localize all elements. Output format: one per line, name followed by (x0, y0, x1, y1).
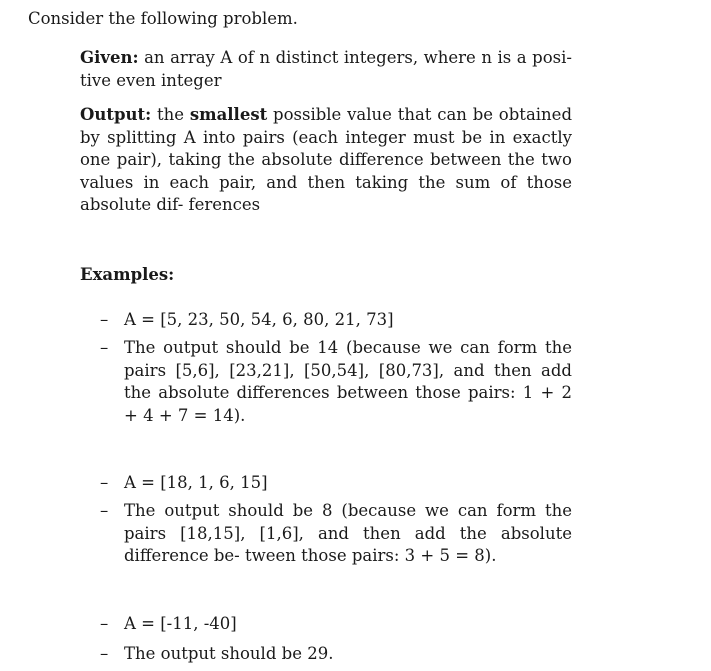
example-3-input-item (100, 613, 572, 636)
example-3-output-item (100, 643, 572, 666)
example-2-input-item (100, 472, 572, 495)
output-label: Output: (80, 105, 152, 124)
example-1-input-item (100, 309, 572, 332)
example-1-output: The output should be 14 (because we can form the pairs [5,6], [23,21], [50,54], [80,73], and then add the absolute differences between those pairs: 1 + 2 + 4 + 7 = 14). (124, 338, 572, 425)
example-1-output-item (100, 337, 572, 427)
output-emphasis: smallest (189, 105, 268, 124)
example-3-input: A = [-11, -40] (124, 614, 237, 633)
given-label: Given: (80, 48, 139, 67)
list-dash: – (100, 644, 109, 663)
list-dash: – (100, 338, 109, 357)
example-2-input: A = [18, 1, 6, 15] (124, 473, 268, 492)
list-dash: – (100, 614, 109, 633)
output-text-after: possible value that can be obtained by splitting A into pairs (each integer must be in exactly one pair), taking the absolute difference between the two values in each pair, and then taking the sum of those absolute dif- ferences (80, 105, 573, 214)
list-dash: – (100, 310, 109, 329)
example-2-output-item (100, 500, 572, 568)
examples-heading: Examples: (80, 265, 175, 284)
example-1-input: A = [5, 23, 50, 54, 6, 80, 21, 73] (124, 310, 394, 329)
list-dash: – (100, 501, 109, 520)
list-dash: – (100, 473, 109, 492)
example-3-output: The output should be 29. (124, 644, 334, 663)
given-paragraph (80, 47, 572, 92)
intro-text: Consider the following problem. (28, 9, 298, 28)
output-paragraph (80, 104, 572, 217)
given-text: an array A of n distinct integers, where n is a posi- tive even integer (80, 48, 572, 90)
example-2-output: The output should be 8 (because we can form the pairs [18,15], [1,6], and then add the absolute difference be- tween those pairs: 3 + 5 = 8). (124, 501, 572, 565)
output-text-before: the (151, 105, 190, 124)
